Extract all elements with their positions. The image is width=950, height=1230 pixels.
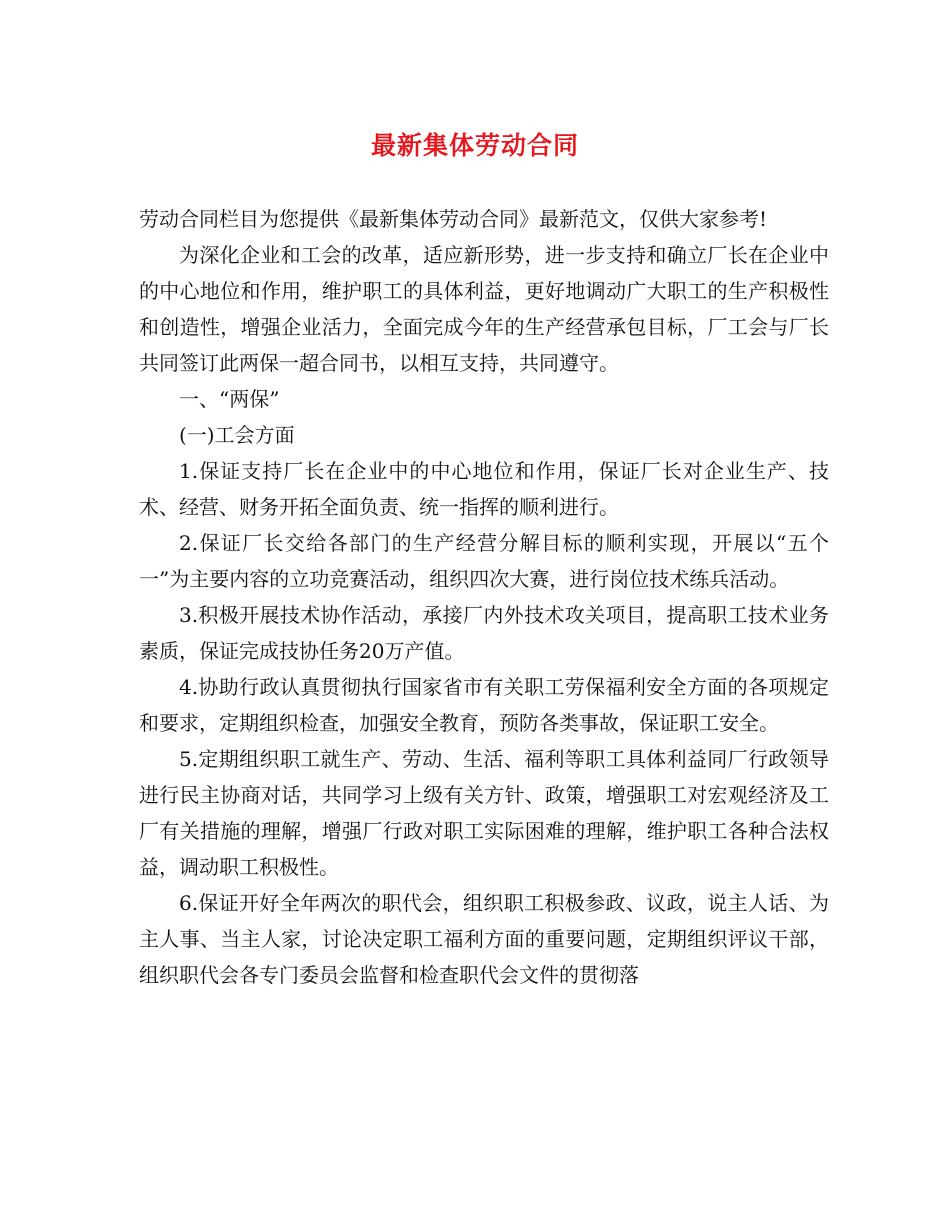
section-heading-two-guarantees: 一、“两保” <box>179 387 280 411</box>
subsection-heading-union: (一)工会方面 <box>179 423 295 447</box>
document-title: 最新集体劳动合同 <box>370 131 579 160</box>
paragraph-preamble: 为深化企业和工会的改革，适应新形势，进一步支持和确立厂长在企业中的中心地位和作用，维护职工的具体利益，更好地调动广大职工的生产积极性和创造性，增强企业活力，全面完成今年的生产经营承包目标，厂工会与厂长共同签订此两保一超合同书，以相互支持，共同遵守。 <box>139 243 829 375</box>
clause-2: 2.保证厂长交给各部门的生产经营分解目标的顺利实现，开展以“五个一”为主要内容的立功竞赛活动，组织四次大赛，进行岗位技术练兵活动。 <box>139 531 829 591</box>
clause-4: 4.协助行政认真贯彻执行国家省市有关职工劳保福利安全方面的各项规定和要求，定期组织检查，加强安全教育，预防各类事故，保证职工安全。 <box>139 675 829 735</box>
document-body <box>139 201 829 993</box>
clause-5: 5.定期组织职工就生产、劳动、生活、福利等职工具体利益同厂行政领导进行民主协商对话，共同学习上级有关方针、政策，增强职工对宏观经济及工厂有关措施的理解，增强厂行政对职工实际困难的理解，维护职工各种合法权益，调动职工积极性。 <box>139 747 829 879</box>
clause-1: 1.保证支持厂长在企业中的中心地位和作用，保证厂长对企业生产、技术、经营、财务开拓全面负责、统一指挥的顺利进行。 <box>139 459 829 519</box>
clause-3: 3.积极开展技术协作活动，承接厂内外技术攻关项目，提高职工技术业务素质，保证完成技协任务20万产值。 <box>139 603 829 663</box>
clause-6: 6.保证开好全年两次的职代会，组织职工积极参政、议政，说主人话、为主人事、当主人家，讨论决定职工福利方面的重要问题，定期组织评议干部，组织职代会各专门委员会监督和检查职代会文件的贯彻落 <box>139 891 829 987</box>
intro-paragraph: 劳动合同栏目为您提供《最新集体劳动合同》最新范文，仅供大家参考! <box>139 207 768 231</box>
